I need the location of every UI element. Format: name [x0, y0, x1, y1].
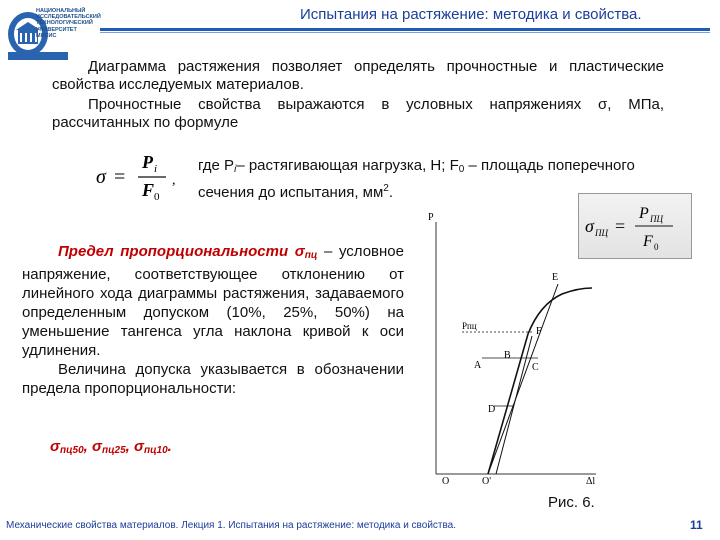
- tolerance-notation: $\sigma_{пц50}$, $\sigma_{пц25}$, $\sigma_{пц10}$.: [50, 438, 172, 456]
- header-divider-thin: [100, 32, 710, 33]
- page-number: 11: [690, 518, 703, 532]
- formula-explanation: где $P_i-$ растягивающая нагрузка, Н; $F_0$ – площадь поперечного сечения до испытания, $мм^2$.: [198, 157, 635, 201]
- offset-line: [496, 336, 532, 474]
- formula-denominator-sub: 0: [154, 191, 160, 203]
- label-dl: Δl: [586, 476, 596, 487]
- label-a: A: [474, 360, 482, 371]
- formula-denominator: F: [142, 180, 155, 200]
- svg-text:=: =: [615, 216, 626, 236]
- label-d: D: [488, 404, 496, 415]
- header-title: Испытания на растяжение: методика и свойства.: [300, 6, 642, 23]
- definition-term: Предел пропорциональности $\sigma_{пц}$: [58, 243, 318, 261]
- figure-caption: Рис. 6.: [548, 494, 595, 511]
- tensile-diagram: [416, 208, 606, 488]
- label-o1: O': [482, 476, 492, 487]
- svg-text:F: F: [643, 233, 653, 250]
- intro-paragraph: Диаграмма растяжения позволяет определять прочностные и пластические свойства исследуемых материалов.: [52, 58, 664, 93]
- svg-text:ПЦ: ПЦ: [650, 214, 663, 224]
- label-b: B: [504, 350, 511, 361]
- logo-text: НАЦИОНАЛЬНЫЙ ИССЛЕДОВАТЕЛЬСКИЙ ТЕХНОЛОГИЧЕСКИЙ УНИВЕРСИТЕТ МИСИС: [36, 8, 101, 39]
- formula-sigma: σ: [96, 166, 106, 188]
- label-ppc: Pпц: [462, 321, 477, 331]
- label-p: P: [428, 212, 434, 223]
- svg-text:ПЦ: ПЦ: [595, 228, 608, 238]
- svg-text:P: P: [639, 205, 649, 222]
- strength-paragraph: Прочностные свойства выражаются в условных напряжениях σ, МПа, рассчитанных по формуле: [52, 96, 664, 131]
- proportional-limit-definition: Предел пропорциональности $\sigma_{пц}$ – условное напряжение, соответствующее отклонению от линейного хода диаграммы растяжения, задаваемого определенным допуском (10%, 25%, 50%) на уменьшение тангенса угла наклона кривой к оси удлинения. Величина допуска указывается в обозначении предела пропорциональности:: [22, 243, 404, 397]
- tangent-line-e: [488, 284, 558, 474]
- svg-text:σ: σ: [585, 216, 594, 236]
- label-c: C: [532, 362, 539, 373]
- formula-equals: =: [114, 166, 126, 188]
- stress-formula: [94, 150, 186, 204]
- svg-text:0: 0: [654, 242, 659, 252]
- formula-comma: ,: [172, 173, 176, 188]
- formula-numerator-sub: i: [154, 163, 158, 175]
- label-e: E: [552, 272, 559, 283]
- formula-numerator: P: [142, 152, 153, 172]
- footer-text: Механические свойства материалов. Лекция 1. Испытания на растяжение: методика и свойства.: [6, 520, 457, 531]
- header-divider: [100, 28, 710, 31]
- label-f: F: [536, 326, 542, 337]
- label-o: O: [442, 476, 450, 487]
